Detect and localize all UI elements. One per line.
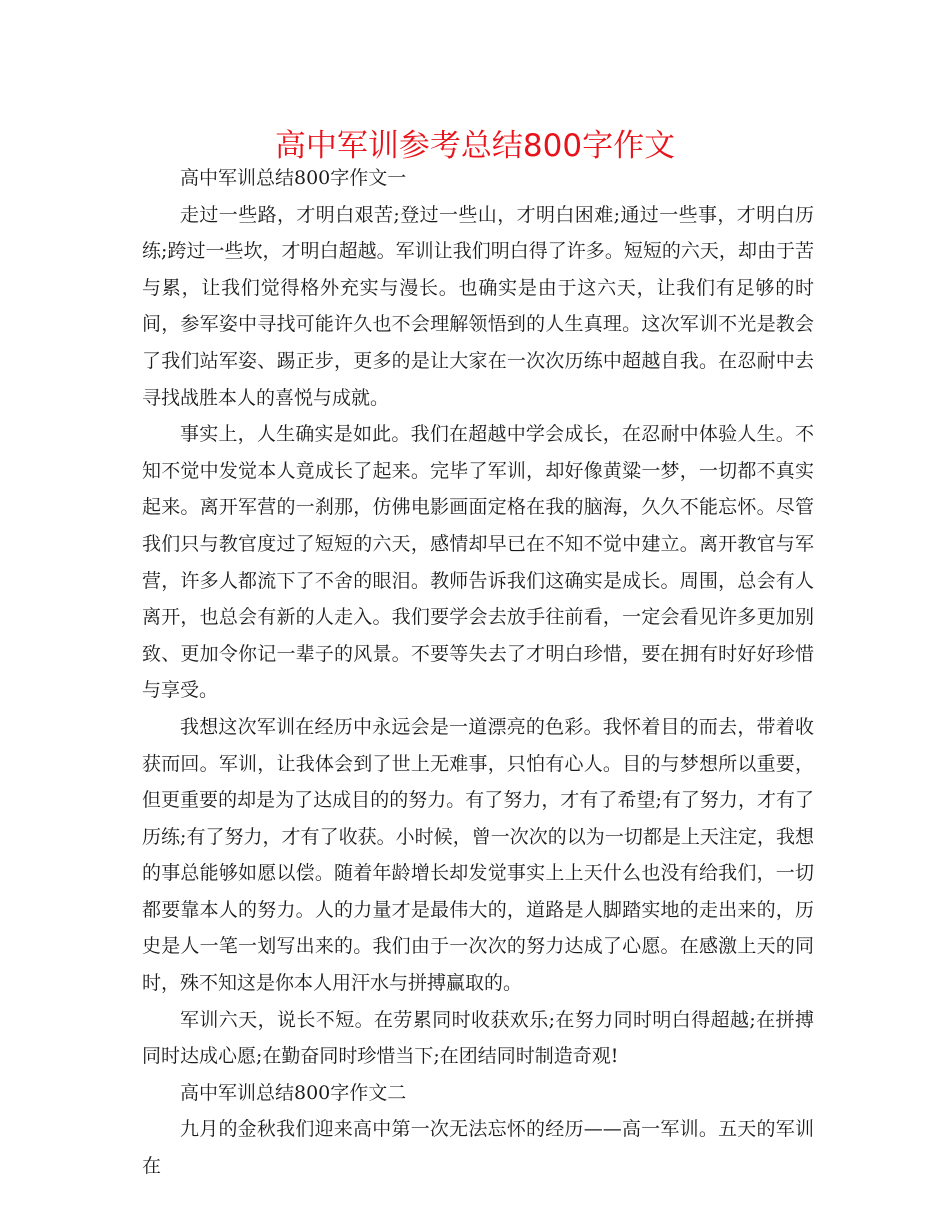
paragraph: 走过一些路，才明白艰苦;登过一些山，才明白困难;通过一些事，才明白历练;跨过一些坎，才明白超越。军训让我们明白得了许多。短短的六天，却由于苦与累，让我们觉得格外充实与漫长。也确实是由于这六天，让我们有足够的时间，参军姿中寻找可能许久也不会理解领悟到的人生真理。这次军训不光是教会了我们站军姿、踢正步，更多的是让大家在一次次历练中超越自我。在忍耐中去寻找战胜本人的喜悦与成就。 [142, 203, 814, 409]
document-body [142, 160, 814, 1185]
section-heading-2: 高中军训总结800字作文二 [180, 1081, 407, 1104]
paragraph: 我想这次军训在经历中永远会是一道漂亮的色彩。我怀着目的而去，带着收获而回。军训，让我体会到了世上无难事，只怕有心人。目的与梦想所以重要，但更重要的却是为了达成目的的努力。有了努力，才有了希望;有了努力，才有了历练;有了努力，才有了收获。小时候，曾一次次的以为一切都是上天注定，我想的事总能够如愿以偿。随着年龄增长却发觉事实上上天什么也没有给我们，一切都要靠本人的努力。人的力量才是最伟大的，道路是人脚踏实地的走出来的，历史是人一笔一划写出来的。我们由于一次次的努力达成了心愿。在感激上天的同时，殊不知这是你本人用汗水与拼搏赢取的。 [142, 715, 814, 995]
paragraph: 事实上，人生确实是如此。我们在超越中学会成长，在忍耐中体验人生。不知不觉中发觉本人竟成长了起来。完毕了军训，却好像黄粱一梦，一切都不真实起来。离开军营的一刹那，仿佛电影画面定格在我的脑海，久久不能忘怀。尽管我们只与教官度过了短短的六天，感情却早已在不知不觉中建立。离开教官与军营，许多人都流下了不舍的眼泪。教师告诉我们这确实是成长。周围，总会有人离开，也总会有新的人走入。我们要学会去放手往前看，一定会看见许多更加别致、更加令你记一辈子的风景。不要等失去了才明白珍惜，要在拥有时好好珍惜与享受。 [142, 423, 814, 702]
document-title: 高中军训参考总结800字作文 [274, 128, 676, 164]
paragraph: 军训六天，说长不短。在劳累同时收获欢乐;在努力同时明白得超越;在拼搏同时达成心愿;在勤奋同时珍惜当下;在团结同时制造奇观! [142, 1008, 814, 1068]
section-heading-1: 高中军训总结800字作文一 [180, 167, 407, 189]
paragraph: 九月的金秋我们迎来高中第一次无法忘怀的经历——高一军训。五天的军训在 [142, 1118, 814, 1178]
